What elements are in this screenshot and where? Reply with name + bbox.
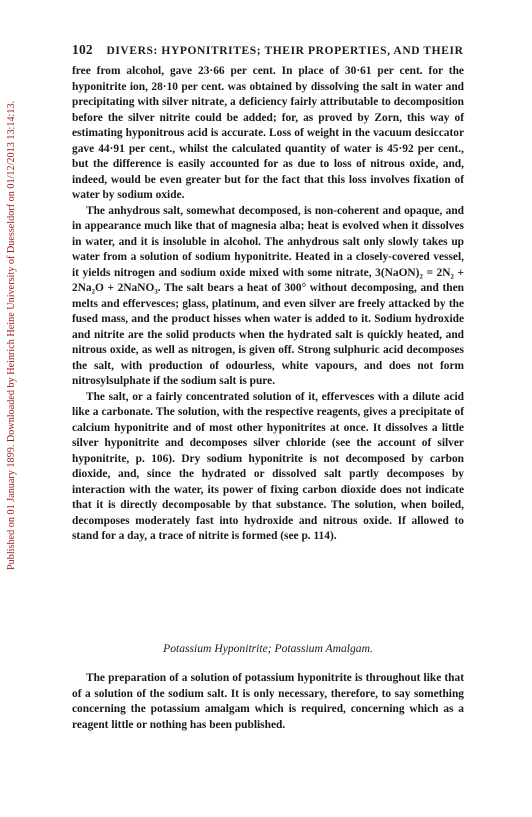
section-paragraph: The preparation of a solution of potassium hyponitrite is throughout like that of a solution of the sodium salt. It is only necessary, therefore, to say something concerning the potassium amalgam which is required, concerning which as a reagent little or nothing has been published. xyxy=(72,672,464,731)
download-watermark-text: Published on 01 January 1899. Downloaded by Heinrich Heine University of Duesseldorf on 01/12/2013 13:14:13. xyxy=(6,100,17,570)
paragraph-2: The anhydrous salt, somewhat decomposed, is non-coherent and opaque, and in appearance much like that of magnesia alba; heat is evolved when it dissolves in water, and it is insoluble in alcohol. The anhydrous salt only slowly takes up water from a solution of sodium hyponitrite. Heated in a closely-covered vessel, it yields nitrogen and sodium oxide mixed with some nitrate, 3(NaON)₂ = 2N₂ + 2Na₂O + 2NaNO₃. The salt bears a heat of 300° without decomposing, and then melts and effervesces; glass, platinum, and even silver are freely attacked by the fused mass, and the product hisses when water is added to it. Sodium hydroxide and nitrite are the solid products when the hydrated salt is quickly heated, and nitrous oxide, as well as nitrogen, is given off. Strong sulphuric acid decomposes the salt, with production of odourless, white vapours, and does not form nitrosylsulphate if the sodium salt is pure. xyxy=(72,204,464,387)
download-watermark xyxy=(2,30,22,570)
page-header xyxy=(72,42,472,58)
running-title: DIVERS: HYPONITRITES; THEIR PROPERTIES, AND THEIR xyxy=(106,45,464,57)
paragraph-3: The salt, or a fairly concentrated solution of it, effervesces with a dilute acid like a carbonate. The solution, with the respective reagents, gives a precipitate of calcium hyponitrite and of most other hyponitrites at once. It dissolves a little silver hyponitrite and decomposes silver chloride (see the account of silver hyponitrite, p. 106). Dry sodium hyponitrite is not decomposed by carbon dioxide, and, since the hydrated or dissolved salt partly decomposes by interaction with the water, its power of fixing carbon dioxide does not indicate that it is directly decomposable by that substance. The solution, when boiled, decomposes moderately fast into hydroxide and nitrous oxide. If allowed to stand for a day, a trace of nitrite is formed (see p. 114). xyxy=(72,390,464,542)
section-text xyxy=(72,671,464,733)
paragraph-1: free from alcohol, gave 23·66 per cent. In place of 30·61 per cent. for the hyponitrite ion, 28·10 per cent. was obtained by dissolving the salt in water and precipitating with silver nitrate, a deficiency fairly attributable to decomposition before the silver nitrite could be added; for, as proved by Zorn, this way of estimating hyponitrous acid is accurate. Loss of weight in the vacuum desiccator gave 44·91 per cent., whilst the calculated quantity of water is 45·92 per cent., but the difference is easily accounted for as due to loss of nitrous oxide, and, indeed, would be even greater but for the fact that this loss involves fixation of water by sodium oxide. xyxy=(72,65,464,201)
main-text xyxy=(72,64,464,545)
page-number: 102 xyxy=(72,42,93,57)
section-heading: Potassium Hyponitrite; Potassium Amalgam. xyxy=(163,642,373,655)
